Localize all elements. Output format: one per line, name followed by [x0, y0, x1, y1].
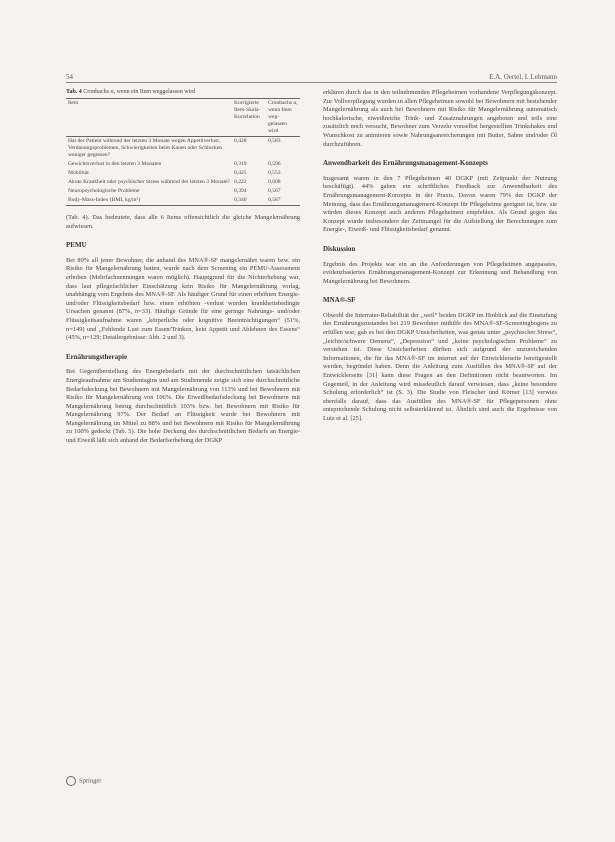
paragraph: Ergebnis des Projekts war ein an die Anforderungen von Pflegeheimen angepasstes, evidenzbasiertes Ernährungsmanagement-Konzept zur Erkennung und Behandlung von Mangelernährung bei Bewohnern.: [323, 260, 557, 285]
table-row: Gewichtsverlust in den letzten 3 Monaten 0,319 0,596: [68, 161, 281, 167]
col-alpha-header: Cronbachs α, wenn Item weg-gelassen wird: [266, 99, 300, 137]
table-row: Neuropsychologische Probleme 0,394 0,567: [68, 188, 281, 194]
section-heading-mna-sf: MNA®-SF: [323, 296, 356, 305]
table-row: Mobilität 0,425 0,553: [68, 170, 281, 176]
paragraph: Bei 89% all jener Bewohner, die anhand des MNA®-SF mangelernährt waren bzw. ein Risiko für Mangelernährung hatten, wurde nach dem Screening ein PEMU-Assessment erhoben (Mehrfachnennungen waren möglich). Hauptgrund für die Nichterhebung war, dass laut pflegefachlicher Einschätzung kein Risiko für Mangelernährung vorlag, unabhängig vom Ergebnis des MNA®-SF. Als häufiger Grund für einen erhöhten Energie- und/oder Flüssigkeitsbedarf bzw. einen erhöhten -verlust wurden krankheitsbedingte Ursachen genannt (87%, n=33). Häufige Gründe für eine geringe Nahrungs- und/oder Flüssigkeitsaufnahme waren „körperliche oder kognitive Beeinträchtigungen“ (51%, n=149) und „Fehlende Lust zum Essen/Trinken, kein Appetit und Ablehnen des Essens“ (45%, n=129; Detailergebnisse: Abb. 2 und 3).: [66, 256, 300, 342]
section-heading-pemu: PEMU: [66, 241, 87, 250]
col-corr-header: Korrigierte Item-Skala-Korrelation: [232, 99, 266, 137]
table-row: Body-Mass-Index (BMI, kg/m²) 0,340 0,587: [66, 196, 300, 206]
section-heading-diskussion: Diskussion: [323, 244, 356, 253]
publisher-footer: [66, 776, 101, 786]
running-authors: E.A. Oertel, I. Lehmann: [489, 73, 557, 81]
paragraph: Bei Gegenüberstellung des Energiebedarfs mit der durchschnittlichen tatsächlichen Energieaufnahme am Studientagins und am Studienende zeigte sich eine durchschnittliche Bedarfsdeckung bei Bewohnern mit Mangelernährung von 113% und bei Bewohnern mit Risiko für Mangelernährung von 106%. Die Eiweißbedarfsdeckung bei Bewohnern mit Mangelernährung betrug durchschnittlich 103% bzw. bei Bewohnern mit Risiko für Mangelernährung 97%. Der Bedarf an Flüssigkeit wurde bei Bewohnern mit Mangelernährung im Mittel zu 88% und bei Bewohnern mit Risiko für Mangelernährung zu 100% gedeckt (Tab. 5). Die hohe Deckung des durchschnittlichen Bedarfs an Energie- und Eiweiß läßt sich anhand der Bedarfserhebung der DGKP: [66, 368, 300, 445]
paragraph: erklären durch das in den teilnehmenden Pflegeheimen vorhandene Verpflegungskonzept. Zur Vollverpflegung wurden in allen Pflegeheimen sowohl bei Bewohnern mit bestehender Mangelernährung als auch bei Bewohnern mit Risiko für Mangelernährung automatisch hochkalorische, eiweißreiche Trink- und Zusatznahrungen angeboten und teils eine zusätzlich noch versucht, Bewohner zum Verzehr vonselbst hergestellten Trinkshakes und Wunschkost zu animieren sowie Nahrungsanreicherungen mit Butter, Sahne und/oder Öl durchzuführen.: [323, 89, 557, 148]
springer-logo-icon: [66, 776, 76, 786]
paragraph: Insgesamt waren in den 7 Pflegeheimen 40 DGKP (mit Zeitpunkt der Nutzung beschäftigt). 44% gaben ein schriftliches Feedback zur Anwendbarkeit des Ernährungsmanagement-Konzepts in der Praxis. Davon waren 79% der DGKP der Meinung, dass das Ernährungsmanagement-Konzept für Pflegeheime geeignet ist, bzw. sie würden dieses Konzept auch anderen Pflegeheimen empfehlen. Als Grund gegen das Konzept wurde insbesondere der Zeitmangel für die Aufstellung der Berechnungen zum Energie-, Eiweiß- und Flüssigkeitsbedarf genannt.: [323, 174, 557, 234]
right-column: [323, 89, 557, 430]
col-item-header: Item: [66, 99, 232, 137]
table-caption: Tab. 4 Cronbachs α, wenn ein Item weggelassen wird: [66, 89, 196, 95]
table-row: Hat der Patient während der letzten 3 Monate wegen Appetitverlust, Verdauungsproblemen, Schwierigkeiten beim Kauen oder Schlucken weniger gegessen? 0,428 0,583: [68, 138, 281, 158]
page-number: 54: [66, 73, 73, 81]
paragraph: (Tab. 4). Das bedeutete, dass alle 6 Items offensichtlich die gleiche Mangelernährung aufwiesen.: [66, 214, 300, 230]
table-row: Akute Krankheit oder psychischer Stress während der letzten 3 Monate? 0,222 0,608: [68, 179, 281, 185]
paragraph: Obwohl die Interrater-Reliabilität der „weil“ beiden DGKP im Hinblick auf die Einstufung des Ernährungszustandes bei 219 Bewohner mithilfe des MNA®-SF-Screeningbogens zu erfüllen war, gab es bei den DGKP Unsicherheiten, was genau unter „psychischer Stress“, „leichte/schwere Demenz“, „Depression“ und „keine psychologischen Probleme“ zu verstehen ist. Diese Unsicherheiten dürften sich aufgrund der unzureichenden Informationen, die für das MNA®-SF im internet auf der Entwicklerseite bereitgestellt werden, begründet haben. Denn die Anleitung zum Ausfüllen des MNA®-SF auf der Entwicklerseite [31] kann diese Fragen an den Definitionen nicht beantworten. Im Gegenteil, in der Anleitung wird missdeutlich darauf verwiesen, dass „keine besondere Schulung erforderlich“ ist (S. 3). Die Studie von Fleischer und Körner [13] verwies ebenfalls darauf, dass das Ausfüllen des MNA®-SF für Pflegepersonen ohne entsprechende Schulung nicht selbsterklärend ist. Ähnlich sind auch die Ergebnisse von Lutz et al. [25].: [323, 311, 557, 422]
table-4: [66, 89, 300, 206]
section-heading-anwendbarkeit: Anwendbarkeit des Ernährungsmanagement-Konzepts: [323, 159, 488, 168]
publisher-name: Springer: [79, 777, 102, 785]
header-rule: [66, 82, 557, 83]
left-column: [66, 89, 300, 452]
section-heading-ernaehrungstherapie: Ernährungstherapie: [66, 352, 128, 361]
